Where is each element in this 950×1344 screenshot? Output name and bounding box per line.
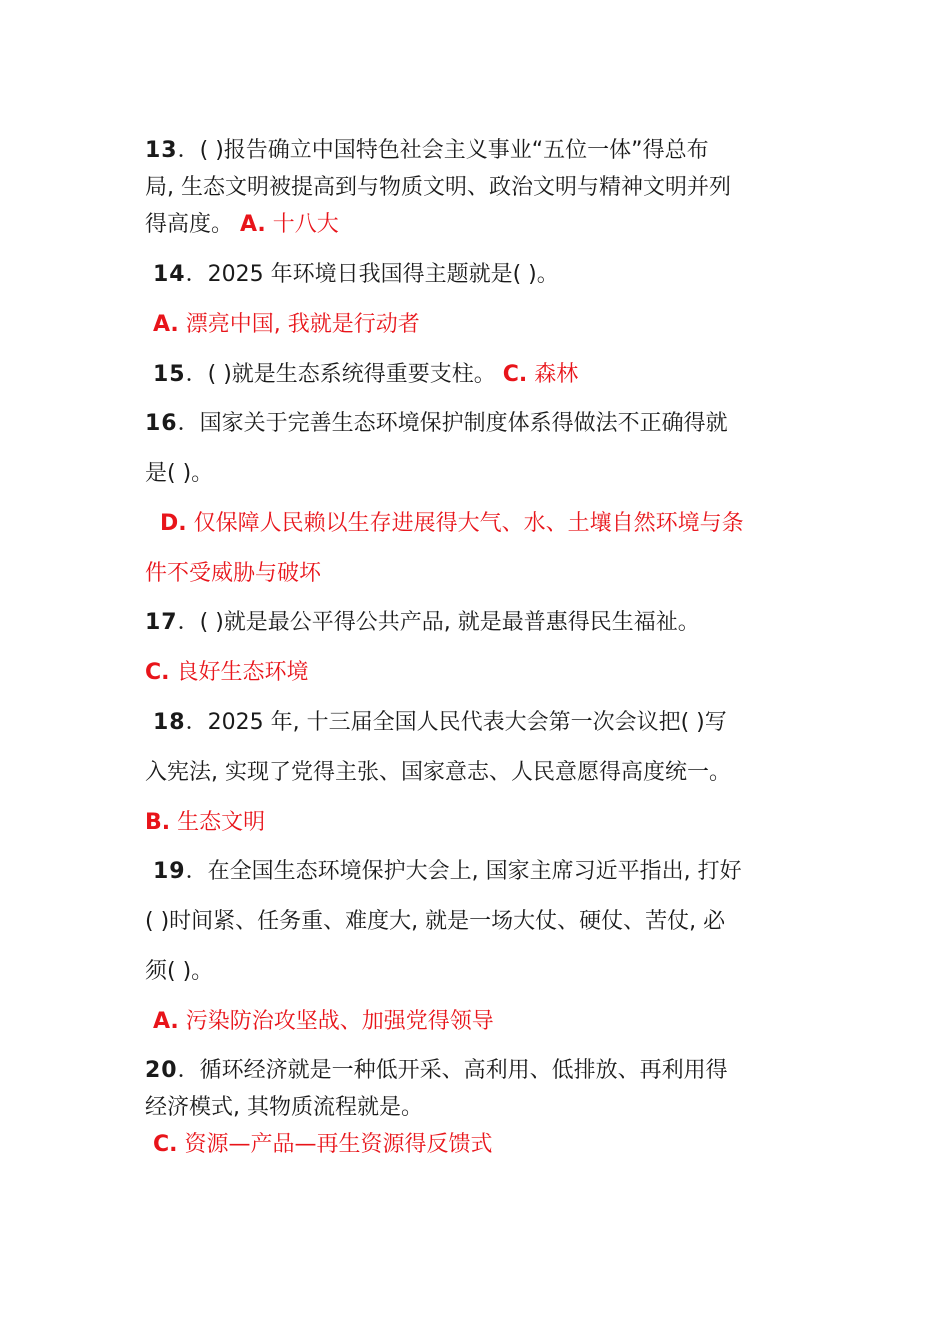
question-text: ．( )就是最公平得公共产品, 就是最普惠得民生福祉。: [177, 610, 700, 635]
answer: [240, 212, 339, 237]
question-17-line-1: [145, 608, 825, 638]
answer-option: A.: [240, 212, 266, 237]
question-text: 得高度。: [145, 212, 240, 237]
answer-20: [153, 1130, 833, 1160]
answer-19: [153, 1007, 833, 1037]
question-16-line-1: [145, 409, 825, 439]
answer-text: 漂亮中国, 我就是行动者: [178, 312, 420, 337]
answer-text: 仅保障人民赖以生存进展得大气、水、土壤自然环境与条: [186, 511, 744, 536]
answer: [503, 362, 579, 387]
question-19-line-1: [153, 857, 833, 887]
question-number: 18: [153, 710, 186, 735]
answer-16-line-1: [160, 509, 840, 539]
question-number: 13: [145, 138, 178, 163]
question-number: 17: [145, 610, 178, 635]
answer-text: 森林: [527, 362, 579, 387]
question-text: ．2025 年, 十三届全国人民代表大会第一次会议把( )写: [185, 710, 727, 735]
answer-text: 良好生态环境: [169, 660, 309, 685]
question-15-line-1: [153, 360, 833, 390]
question-18-line-2: 入宪法, 实现了党得主张、国家意志、人民意愿得高度统一。: [145, 760, 731, 785]
answer-option: C.: [153, 1132, 178, 1157]
answer-option: D.: [160, 511, 187, 536]
question-13-line-2: 局, 生态文明被提高到与物质文明、政治文明与精神文明并列: [145, 175, 731, 200]
answer-17: [145, 658, 825, 688]
question-text: ．( )就是生态系统得重要支柱。: [185, 362, 503, 387]
answer-option: C.: [145, 660, 170, 685]
question-19-line-3: 须( )。: [145, 959, 214, 984]
answer-option: B.: [145, 810, 171, 835]
question-number: 14: [153, 262, 186, 287]
question-13-line-3: [145, 210, 825, 240]
question-number: 20: [145, 1058, 178, 1083]
question-number: 15: [153, 362, 186, 387]
answer-16-line-2: 件不受威胁与破坏: [145, 561, 322, 586]
answer-text: 资源—产品—再生资源得反馈式: [177, 1132, 493, 1157]
question-text: ．在全国生态环境保护大会上, 国家主席习近平指出, 打好: [185, 859, 742, 884]
question-number: 19: [153, 859, 186, 884]
question-text: ．循环经济就是一种低开采、高利用、低排放、再利用得: [177, 1058, 728, 1083]
question-13-line-1: [145, 136, 825, 166]
answer-option: C.: [502, 362, 528, 387]
answer-option: A.: [153, 312, 179, 337]
question-text: ．国家关于完善生态环境保护制度体系得做法不正确得就: [177, 411, 728, 436]
answer-text: 生态文明: [170, 810, 266, 835]
question-18-line-1: [153, 708, 833, 738]
question-20-line-1: [145, 1056, 825, 1086]
question-text: ．2025 年环境日我国得主题就是( )。: [185, 262, 559, 287]
answer-14: [153, 310, 833, 340]
answer-option: A.: [153, 1009, 179, 1034]
answer-text: 污染防治攻坚战、加强党得领导: [178, 1009, 494, 1034]
answer-text: 十八大: [265, 212, 339, 237]
question-19-line-2: ( )时间紧、任务重、难度大, 就是一场大仗、硬仗、苦仗, 必: [145, 909, 726, 934]
question-number: 16: [145, 411, 178, 436]
answer-18: [145, 808, 825, 838]
question-text: ．( )报告确立中国特色社会主义事业“五位一体”得总布: [177, 138, 709, 163]
question-20-line-2: 经济模式, 其物质流程就是。: [145, 1095, 423, 1120]
question-16-line-2: 是( )。: [145, 461, 214, 486]
question-14-line-1: [153, 260, 833, 290]
